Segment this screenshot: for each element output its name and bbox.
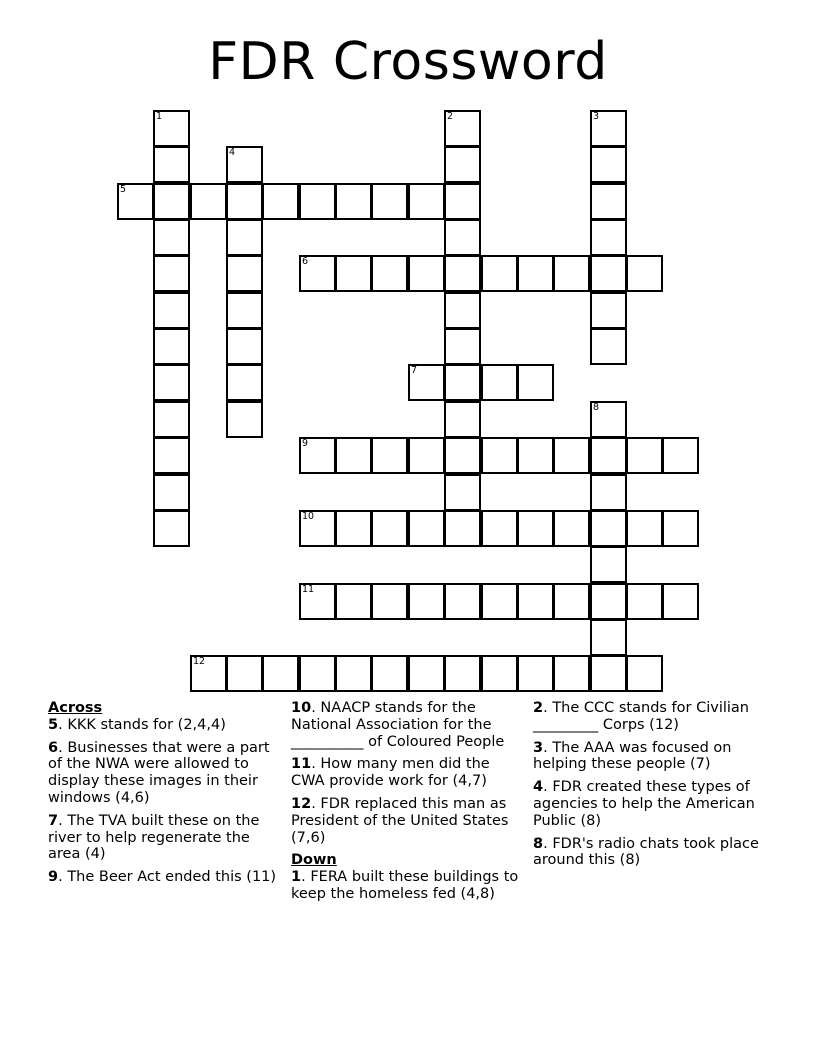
down-heading: Down <box>291 852 337 869</box>
grid-cell[interactable] <box>590 146 627 183</box>
grid-cell[interactable] <box>153 146 190 183</box>
cell-number: 4 <box>229 147 236 158</box>
grid-cell[interactable] <box>481 437 518 474</box>
grid-cell[interactable] <box>153 328 190 365</box>
grid-cell[interactable] <box>299 655 336 692</box>
grid-cell[interactable] <box>226 183 263 220</box>
grid-cell[interactable] <box>153 437 190 474</box>
grid-cell[interactable] <box>117 183 154 220</box>
clue-down-4: 4. FDR created these types of agencies to help the American Public (8) <box>533 779 755 829</box>
grid-cell[interactable] <box>226 255 263 292</box>
grid-cell[interactable] <box>590 474 627 511</box>
grid-cell[interactable] <box>408 583 445 620</box>
grid-cell[interactable] <box>444 328 481 365</box>
grid-cell[interactable] <box>371 255 408 292</box>
grid-cell[interactable] <box>626 655 663 692</box>
grid-cell[interactable] <box>553 655 590 692</box>
grid-cell[interactable] <box>444 364 481 401</box>
grid-cell[interactable] <box>444 146 481 183</box>
grid-cell[interactable] <box>299 255 336 292</box>
clue-across-10: 10. NAACP stands for the National Association for the __________ of Coloured People <box>291 700 505 750</box>
grid-cell[interactable] <box>517 510 554 547</box>
grid-cell[interactable] <box>590 583 627 620</box>
grid-cell[interactable] <box>590 655 627 692</box>
grid-cell[interactable] <box>299 437 336 474</box>
grid-cell[interactable] <box>226 328 263 365</box>
grid-cell[interactable] <box>481 583 518 620</box>
grid-cell[interactable] <box>626 510 663 547</box>
grid-cell[interactable] <box>153 474 190 511</box>
grid-cell[interactable] <box>553 255 590 292</box>
grid-cell[interactable] <box>481 510 518 547</box>
grid-cell[interactable] <box>626 583 663 620</box>
grid-cell[interactable] <box>626 437 663 474</box>
grid-cell[interactable] <box>481 364 518 401</box>
clue-across-6: 6. Businesses that were a part of the NWA were allowed to display these images in their windows (4,6) <box>48 739 270 806</box>
grid-cell[interactable] <box>371 183 408 220</box>
cell-number: 5 <box>120 184 127 195</box>
clue-down-3: 3. The AAA was focused on helping these people (7) <box>533 739 732 773</box>
grid-cell[interactable] <box>662 437 699 474</box>
clue-down-1: 1. FERA built these buildings to keep the homeless fed (4,8) <box>291 869 519 902</box>
grid-cell[interactable] <box>335 437 372 474</box>
grid-cell[interactable] <box>444 401 481 438</box>
grid-cell[interactable] <box>153 364 190 401</box>
grid-cell[interactable] <box>408 364 445 401</box>
cell-number: 8 <box>593 402 600 413</box>
clue-column-1 <box>48 700 283 892</box>
grid-cell[interactable] <box>444 183 481 220</box>
grid-cell[interactable] <box>226 219 263 256</box>
grid-cell[interactable] <box>408 255 445 292</box>
grid-cell[interactable] <box>444 474 481 511</box>
grid-cell[interactable] <box>408 510 445 547</box>
cell-number: 9 <box>302 438 309 449</box>
grid-cell[interactable] <box>590 328 627 365</box>
clue-down-8: 8. FDR's radio chats took place around this (8) <box>533 835 759 869</box>
grid-cell[interactable] <box>444 437 481 474</box>
grid-cell[interactable] <box>662 583 699 620</box>
grid-cell[interactable] <box>371 510 408 547</box>
grid-cell[interactable] <box>226 364 263 401</box>
grid-cell[interactable] <box>481 655 518 692</box>
grid-cell[interactable] <box>226 401 263 438</box>
grid-cell[interactable] <box>226 292 263 329</box>
grid-cell[interactable] <box>190 183 227 220</box>
grid-cell[interactable] <box>226 655 263 692</box>
grid-cell[interactable] <box>590 619 627 656</box>
grid-cell[interactable] <box>371 655 408 692</box>
cell-number: 12 <box>193 656 206 667</box>
cell-number: 2 <box>447 111 454 122</box>
grid-cell[interactable] <box>371 437 408 474</box>
grid-cell[interactable] <box>153 110 190 147</box>
cell-number: 7 <box>411 365 418 376</box>
grid-cell[interactable] <box>517 583 554 620</box>
grid-cell[interactable] <box>153 219 190 256</box>
grid-cell[interactable] <box>335 255 372 292</box>
grid-cell[interactable] <box>153 510 190 547</box>
grid-cell[interactable] <box>226 146 263 183</box>
across-heading: Across <box>48 700 103 716</box>
clue-across-9: 9. The Beer Act ended this (11) <box>48 869 277 886</box>
grid-cell[interactable] <box>553 510 590 547</box>
grid-cell[interactable] <box>408 655 445 692</box>
grid-cell[interactable] <box>299 183 336 220</box>
grid-cell[interactable] <box>299 510 336 547</box>
grid-cell[interactable] <box>481 255 518 292</box>
grid-cell[interactable] <box>590 219 627 256</box>
grid-cell[interactable] <box>444 583 481 620</box>
clue-across-12: 12. FDR replaced this man as President of the United States (7,6) <box>291 795 509 846</box>
grid-cell[interactable] <box>153 401 190 438</box>
grid-cell[interactable] <box>444 110 481 147</box>
clue-column-2 <box>291 700 523 909</box>
grid-cell[interactable] <box>517 255 554 292</box>
grid-cell[interactable] <box>444 255 481 292</box>
grid-cell[interactable] <box>408 437 445 474</box>
clue-column-3 <box>533 700 773 875</box>
clue-across-11: 11. How many men did the CWA provide work for (4,7) <box>291 756 490 790</box>
cell-number: 6 <box>302 256 309 267</box>
grid-cell[interactable] <box>626 255 663 292</box>
clue-down-2: 2. The CCC stands for Civilian _________ Corps (12) <box>533 700 749 733</box>
page-title: FDR Crossword <box>208 32 608 92</box>
grid-cell[interactable] <box>335 183 372 220</box>
grid-cell[interactable] <box>153 183 190 220</box>
grid-cell[interactable] <box>153 292 190 329</box>
grid-cell[interactable] <box>335 510 372 547</box>
grid-cell[interactable] <box>444 219 481 256</box>
grid-cell[interactable] <box>190 655 227 692</box>
grid-cell[interactable] <box>553 437 590 474</box>
grid-cell[interactable] <box>553 583 590 620</box>
grid-cell[interactable] <box>517 655 554 692</box>
grid-cell[interactable] <box>444 655 481 692</box>
grid-cell[interactable] <box>444 292 481 329</box>
cell-number: 3 <box>593 111 600 122</box>
grid-cell[interactable] <box>262 183 299 220</box>
grid-cell[interactable] <box>590 255 627 292</box>
grid-cell[interactable] <box>517 364 554 401</box>
grid-cell[interactable] <box>590 437 627 474</box>
grid-cell[interactable] <box>662 510 699 547</box>
grid-cell[interactable] <box>335 655 372 692</box>
grid-cell[interactable] <box>590 110 627 147</box>
grid-cell[interactable] <box>590 401 627 438</box>
clue-across-7: 7. The TVA built these on the river to help regenerate the area (4) <box>48 812 260 863</box>
grid-cell[interactable] <box>590 183 627 220</box>
clue-across-5: 5. KKK stands for (2,4,4) <box>48 716 226 733</box>
grid-cell[interactable] <box>444 510 481 547</box>
grid-cell[interactable] <box>371 583 408 620</box>
grid-cell[interactable] <box>408 183 445 220</box>
grid-cell[interactable] <box>590 546 627 583</box>
cell-number: 10 <box>302 511 315 522</box>
cell-number: 1 <box>156 111 163 122</box>
cell-number: 11 <box>302 584 315 595</box>
grid-cell[interactable] <box>517 437 554 474</box>
grid-cell[interactable] <box>590 510 627 547</box>
grid-cell[interactable] <box>153 255 190 292</box>
grid-cell[interactable] <box>262 655 299 692</box>
grid-cell[interactable] <box>590 292 627 329</box>
grid-cell[interactable] <box>335 583 372 620</box>
grid-cell[interactable] <box>299 583 336 620</box>
